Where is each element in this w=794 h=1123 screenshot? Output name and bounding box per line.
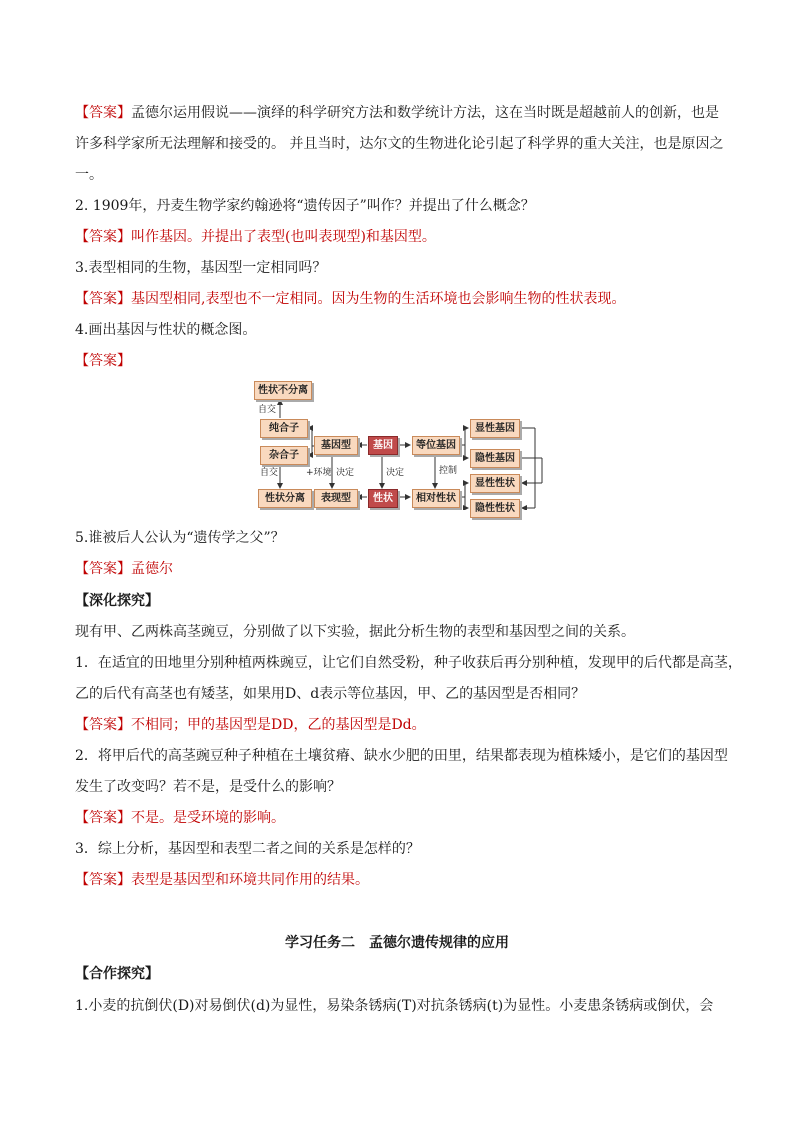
answer-tag: 【答案】 [75, 717, 131, 733]
deep-answer-2 [75, 808, 725, 828]
answer-5 [75, 559, 725, 579]
answer-tag: 【答案】 [75, 229, 131, 245]
node-yinxing-jiyin: 隐性基因 [470, 449, 520, 468]
deep-question-3: 3．综上分析，基因型和表型二者之间的关系是怎样的？ [75, 841, 420, 857]
question-4: 4.画出基因与性状的概念图。 [75, 322, 257, 338]
coop-question-1-line-1: 1.小麦的抗倒伏(D)对易倒伏(d)为显性，易染条锈病(T)对抗条锈病(t)为显性。小麦患条锈病或倒伏，会 [75, 998, 714, 1014]
label-kongzhi: 控制 [439, 466, 458, 476]
task-2-title: 学习任务二 孟德尔遗传规律的应用 [285, 935, 509, 951]
answer-line-3: 一。 [75, 167, 103, 183]
node-xingzhuang: 性状 [368, 489, 398, 508]
deep-explore-heading: 【深化探究】 [75, 593, 159, 609]
answer-2 [75, 227, 725, 247]
answer-3 [75, 289, 725, 309]
deep-answer-1 [75, 715, 725, 735]
answer-tag: 【答案】 [75, 105, 131, 121]
deep-question-1-line-1: 1．在适宜的田地里分别种植两株豌豆，让它们自然受粉，种子收获后再分别种植，发现甲的后代都是高茎， [75, 655, 742, 671]
deep-question-2-line-2: 发生了改变吗？若不是，是受什么的影响？ [75, 779, 341, 795]
label-jueding-mid: 决定 [386, 468, 405, 478]
label-huanjing: +环境 [306, 468, 332, 478]
label-zijiao-bottom: 自交 [260, 468, 279, 478]
answer-tag: 【答案】 [75, 561, 131, 577]
node-yinxing-xingzhuang: 隐性性状 [470, 499, 520, 518]
node-zahezi: 杂合子 [260, 446, 308, 465]
cooperative-explore-heading: 【合作探究】 [75, 966, 159, 982]
question-3: 3.表型相同的生物，基因型一定相同吗？ [75, 260, 327, 276]
deep-answer-3 [75, 870, 725, 890]
node-xianxing-jiyin: 显性基因 [470, 419, 520, 438]
node-dengwei-jiyin: 等位基因 [412, 436, 460, 455]
answer-text: 不相同；甲的基因型是DD，乙的基因型是Dd。 [131, 717, 426, 733]
answer-tag: 【答案】 [75, 810, 131, 826]
node-xianxing-xingzhuang: 显性性状 [470, 474, 520, 493]
node-jiyinxing: 基因型 [314, 436, 358, 455]
node-xingzhuang-fenli: 性状分离 [258, 489, 312, 508]
answer-tag: 【答案】 [75, 291, 131, 307]
answer-line-1 [75, 103, 725, 123]
node-jiyin: 基因 [368, 436, 398, 455]
node-xingzhuang-bufenli: 性状不分离 [254, 381, 312, 400]
answer-tag: 【答案】 [75, 872, 131, 888]
deep-question-1-line-2: 乙的后代有高茎也有矮茎，如果用D、d表示等位基因，甲、乙的基因型是否相同？ [75, 686, 586, 702]
label-jueding-left: 决定 [336, 468, 355, 478]
deep-question-2-line-1: 2．将甲后代的高茎豌豆种子种植在土壤贫瘠、缺水少肥的田里，结果都表现为植株矮小，是它们的基因型 [75, 748, 728, 764]
answer-text: 孟德尔 [131, 561, 173, 577]
answer-text: 基因型相同,表型也不一定相同。因为生物的生活环境也会影响生物的性状表现。 [131, 291, 626, 307]
answer-4 [75, 351, 725, 371]
question-2: 2. 1909年，丹麦生物学家约翰逊将“遗传因子”叫作？并提出了什么概念？ [75, 198, 535, 214]
answer-line-2: 许多科学家所无法理解和接受的。 并且当时，达尔文的生物进化论引起了科学界的重大关注，也是原因之 [75, 136, 724, 152]
answer-text: 不是。是受环境的影响。 [131, 810, 285, 826]
node-xiangdui-xingzhuang: 相对性状 [412, 489, 460, 508]
node-biaoxianxing: 表现型 [314, 489, 358, 508]
node-chunhezi: 纯合子 [260, 419, 308, 438]
answer-tag: 【答案】 [75, 353, 131, 369]
answer-text: 表型是基因型和环境共同作用的结果。 [131, 872, 369, 888]
gene-trait-concept-map [250, 378, 550, 514]
answer-text: 叫作基因。并提出了表型(也叫表现型)和基因型。 [131, 229, 436, 245]
deep-explore-intro: 现有甲、乙两株高茎豌豆，分别做了以下实验，据此分析生物的表型和基因型之间的关系。 [75, 624, 635, 640]
question-5: 5.谁被后人公认为“遗传学之父”？ [75, 530, 285, 546]
answer-text: 孟德尔运用假说——演绎的科学研究方法和数学统计方法，这在当时既是超越前人的创新，也是 [131, 105, 719, 121]
label-zijiao-top: 自交 [258, 405, 277, 415]
